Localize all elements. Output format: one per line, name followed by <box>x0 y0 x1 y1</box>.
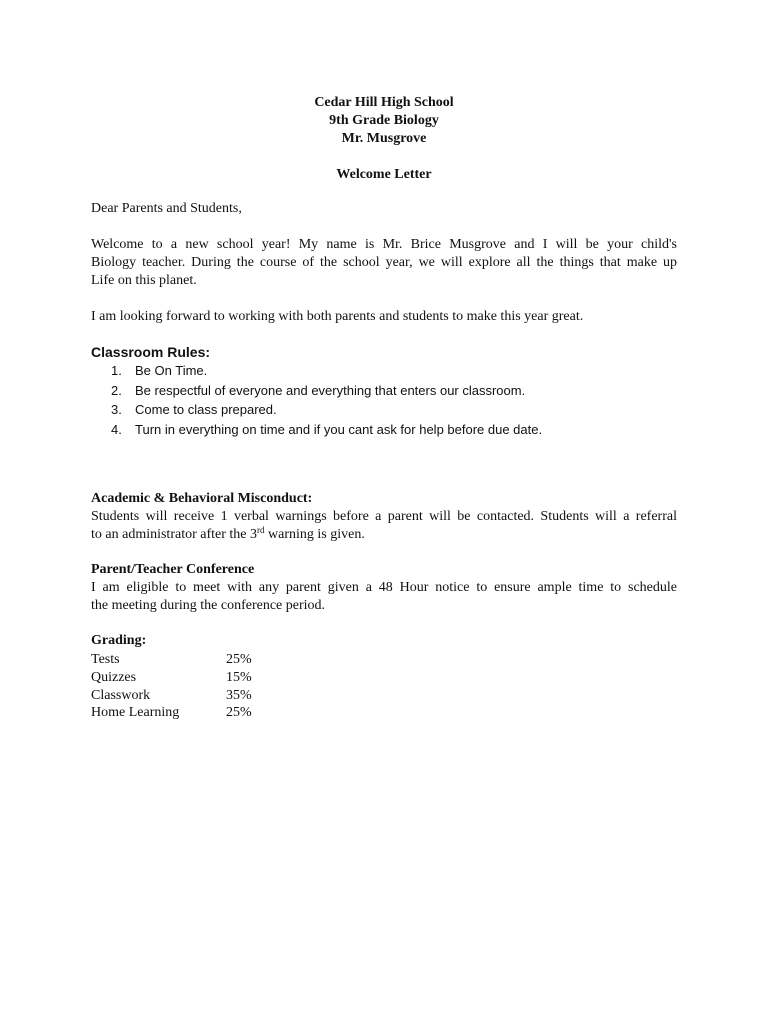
intro-line: Biology teacher. During the course of the school year, we will explore all the things that make up <box>91 255 677 270</box>
rule-item <box>91 400 542 420</box>
rule-item <box>91 361 542 381</box>
grading-percent: 25% <box>226 652 252 667</box>
misconduct-paragraph <box>91 508 677 544</box>
rule-text: Come to class prepared. <box>135 402 277 417</box>
rule-number: 2. <box>111 382 122 398</box>
rule-number: 4. <box>111 421 122 437</box>
looking-forward-paragraph: I am looking forward to working with both parents and students to make this year great. <box>91 309 584 324</box>
letter-header <box>0 94 768 148</box>
misconduct-line-start: to an administrator after the 3 <box>91 527 257 542</box>
misconduct-line <box>91 526 677 544</box>
rule-text: Be respectful of everyone and everything that enters our classroom. <box>135 382 526 398</box>
classroom-rules-list <box>91 361 542 439</box>
grading-percent: 35% <box>226 687 252 703</box>
rule-text: Turn in everything on time and if you cant ask for help before due date. <box>135 421 543 437</box>
rule-text: Be On Time. <box>135 363 208 378</box>
conference-heading: Parent/Teacher Conference <box>91 562 255 577</box>
conference-paragraph <box>91 579 677 615</box>
grading-row <box>91 651 252 669</box>
conference-line: I am eligible to meet with any parent given a 48 Hour notice to ensure ample time to schedule <box>91 580 677 595</box>
salutation: Dear Parents and Students, <box>91 201 242 216</box>
grading-percent: 25% <box>226 705 252 721</box>
rule-number: 1. <box>111 363 122 378</box>
course-name: 9th Grade Biology <box>329 113 439 128</box>
intro-paragraph <box>91 236 677 290</box>
classroom-rules-heading: Classroom Rules: <box>91 344 211 360</box>
intro-line: Welcome to a new school year! My name is Mr. Brice Musgrove and I will be your child's <box>91 237 677 252</box>
school-name: Cedar Hill High School <box>314 95 454 110</box>
grading-row <box>91 669 252 687</box>
conference-line: the meeting during the conference period. <box>91 598 326 613</box>
grading-row <box>91 687 252 705</box>
rule-number: 3. <box>111 402 122 417</box>
grading-percent: 15% <box>226 669 252 685</box>
intro-line: Life on this planet. <box>91 273 197 288</box>
grading-category: Quizzes <box>91 669 137 685</box>
grading-category: Tests <box>91 652 120 667</box>
misconduct-heading: Academic & Behavioral Misconduct: <box>91 491 313 506</box>
grading-category: Classwork <box>91 687 151 703</box>
rule-item <box>91 381 542 401</box>
grading-category: Home Learning <box>91 705 180 721</box>
grading-heading: Grading: <box>91 633 147 648</box>
letter-title: Welcome Letter <box>336 167 432 182</box>
grading-row <box>91 704 252 722</box>
rule-item <box>91 420 542 440</box>
misconduct-line-end: warning is given. <box>264 527 365 542</box>
misconduct-line: Students will receive 1 verbal warnings before a parent will be contacted. Students will a referral <box>91 509 677 524</box>
grading-table <box>91 651 252 722</box>
teacher-name: Mr. Musgrove <box>341 131 427 146</box>
ordinal-suffix: rd <box>257 525 265 535</box>
